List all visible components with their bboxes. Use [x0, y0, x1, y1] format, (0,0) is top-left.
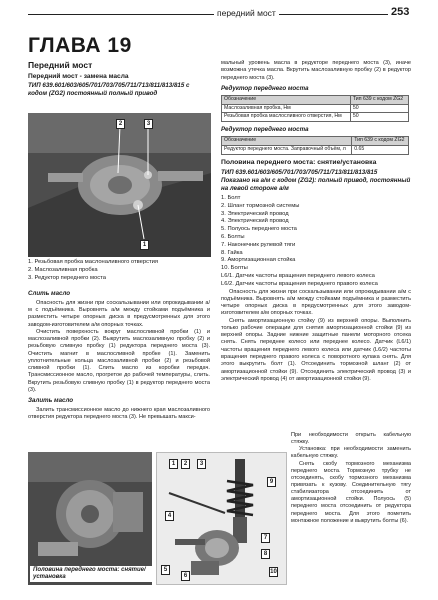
list-item: 6. Болты [221, 233, 245, 240]
list-item: 5. Полуось переднего моста [221, 226, 297, 233]
legend-item: 2. Маслозаливная пробка [28, 266, 98, 273]
fill-heading: Залить масло [28, 397, 74, 405]
drain-heading: Слить масло [28, 290, 70, 297]
callout-2: 2 [116, 119, 125, 129]
callout-1: 1 [169, 459, 178, 469]
callout-7: 7 [261, 533, 270, 543]
table-cell: Резьбовая пробка маслосливного отверстия, Нм [222, 113, 351, 122]
list-item: 7. Наконечник рулевой тяги [221, 241, 296, 248]
page-header [0, 8, 438, 22]
drain-paragraph: Очистить поверхность вокруг маслосливной пробки (1) и маслозаливной пробки (2). Выкрутить маслозаливную пробку (2) и резьбовую сливную пробку (1) редуктора переднего моста (3). Очистить магнит в маслосливной пробке (1). Заменить уплотнительные кольца маслозаливной пробки (2) и резьбовой сливной пробки (1). Слить масло из коробки передач. Трансмиссионное масло, прогретое до рабочей температуры, слить. Вкрутить резьбовую сливную пробку (1) в редуктор переднего моста (3). [28, 328, 210, 393]
list-item: 4. Электрический провод [221, 218, 289, 225]
danger-paragraph-2: Опасность для жизни при соскальзывании или опрокидывании а/м с подъёмника. Выровнять а/м между стойками подъёмника и разместить четыре опорных диска в предусмотренных для этого заводом-изготовителем а/м опорных точках. [221, 288, 411, 317]
table-cell: Редуктор переднего моста. Заправочный объём, л [222, 146, 352, 155]
photo-legend [28, 259, 210, 282]
continued-paragraph: мальный уровень масла в редукторе переднего моста (3), иначе возможна утечка масла. Вкрутить маслозаливную пробку (2) в редуктор переднего моста (3). [221, 60, 411, 81]
list-item: L6/1. Датчик частоты вращения переднего левого колеса [221, 273, 375, 279]
callout-8: 8 [261, 549, 270, 559]
parts-list [221, 195, 411, 289]
table-cell: 50 [350, 113, 408, 122]
left-column-top [28, 60, 210, 98]
callout-10: 10 [270, 569, 277, 575]
photo-axle-gearbox-art [28, 113, 211, 257]
photo-half-axle [28, 452, 152, 585]
callout-4: 4 [165, 511, 174, 521]
half-axle-title: Половина переднего моста: снятие/установка [221, 159, 377, 167]
list-item: L6/2. Датчик частоты вращения переднего правого колеса [221, 280, 378, 287]
list-item: 10. Болты [221, 265, 248, 272]
caliper-paragraph: Снять скобу тормозного механизма переднего моста. Тормозную трубку не отсоединять, скобу тормозного механизма привязать к кузову. Соединительную тягу стабилизатора отсоединить от амортизационной стойки. Полуось (5) переднего моста отсоединить от редуктора переднего моста. Для этого пометить монтажное положение и выкрутить болты (6). [291, 460, 411, 524]
table2-title: Редуктор переднего моста [221, 126, 309, 134]
table-cell: Маслозаливная пробка, Нм [222, 104, 351, 113]
callout-3: 3 [144, 119, 153, 129]
table-header-cell: Обозначение [222, 137, 352, 146]
right-column-tail [291, 432, 411, 525]
table-header-cell: Тип 639 с кодом ZG2 [352, 137, 409, 146]
list-item: 9. Амортизационная стойка [221, 257, 296, 264]
torque-table [221, 95, 409, 123]
chapter-title: ГЛАВА 19 [28, 34, 132, 57]
fill-paragraph: Залить трансмиссионное масло до нижнего края маслозаливного отверстия редуктора переднего моста (3). Не превышать макси- [28, 406, 210, 421]
shown-on-note: Показано на а/м с кодом (ZG2): полный привод, постоянный на левой стороне а/м [221, 177, 411, 193]
legend-item: 1. Резьбовая пробка маслоналивного отверстия [28, 259, 159, 265]
strut-drawing [157, 453, 286, 584]
header-section: передний мост [214, 8, 279, 18]
list-item: 1. Болт [221, 194, 241, 201]
page-number: 253 [388, 6, 409, 18]
callout-9: 9 [267, 477, 276, 487]
table-header-cell: Обозначение [222, 95, 351, 104]
table-cell: 50 [350, 104, 408, 113]
callout-5: 5 [161, 565, 170, 575]
model-list: ТИП 639.601/603/605/701/703/705/711/713/811/813/815 с кодом (ZG2) постоянный полный привод [28, 82, 190, 97]
photo-axle-gearbox [28, 113, 211, 257]
left-body [28, 290, 210, 421]
table-header-cell: Тип 639 с кодом ZG2 [350, 95, 408, 104]
subsection-title: Передний мост - замена масла [28, 73, 129, 80]
half-axle-models: ТИП 639.601/603/605/701/703/705/711/713/811/813/815 [221, 168, 378, 176]
table-cell: 0.65 [352, 146, 409, 155]
callout-2: 2 [181, 459, 190, 469]
install-note: Установка: при необходимости заменить кабельную стяжку. [291, 446, 411, 460]
callout-3: 3 [197, 459, 206, 469]
right-column [221, 60, 411, 383]
table1-title: Редуктор переднего моста [221, 84, 309, 92]
photo-caption: Половина переднего моста: снятие/установка [30, 566, 152, 582]
list-item: 3. Электрический провод [221, 210, 289, 217]
callout-6: 6 [181, 571, 190, 581]
section-title: Передний мост [28, 60, 93, 70]
cable-tie-paragraph: При необходимости открыть кабельную стяжку. [291, 432, 411, 446]
callout-1: 1 [140, 240, 149, 250]
legend-item: 3. Редуктор переднего моста [28, 274, 106, 281]
list-item: 8. Гайка [221, 249, 243, 256]
danger-paragraph: Опасность для жизни при соскальзывании или опрокидывании а/м с подъёмника. Выровнять а/м между стойками подъёмника и разместить четыре опорных диска в предусмотренных для этого заводом-изготовителем а/м опорных точках. [28, 299, 210, 328]
capacity-table [221, 136, 409, 155]
removal-paragraph: Снять амортизационную стойку (9) из верхней опоры. Выполнить только рабочие операции для снятия амортизационной стойки (9) из верхней опоры. Задние нижние защитные панели моторного отсека снять. Снять переднее колесо или переднее колесо. Датчик (L6/1) частоты вращения переднего левого колеса или датчик (L6/2) частоты вращения переднего правого колеса с поворотного кулака снять. Для этого выкрутить болт (1). Отсоединить тормозной шланг (2) от амортизационной стойки (9). Отсоединить электрический провод (3) и электрический провод (4) от амортизационной стойки (9). [221, 317, 411, 382]
diagram-strut-assembly [156, 452, 287, 585]
list-item: 2. Шланг тормозной системы [221, 202, 300, 209]
header-rule [28, 14, 391, 15]
